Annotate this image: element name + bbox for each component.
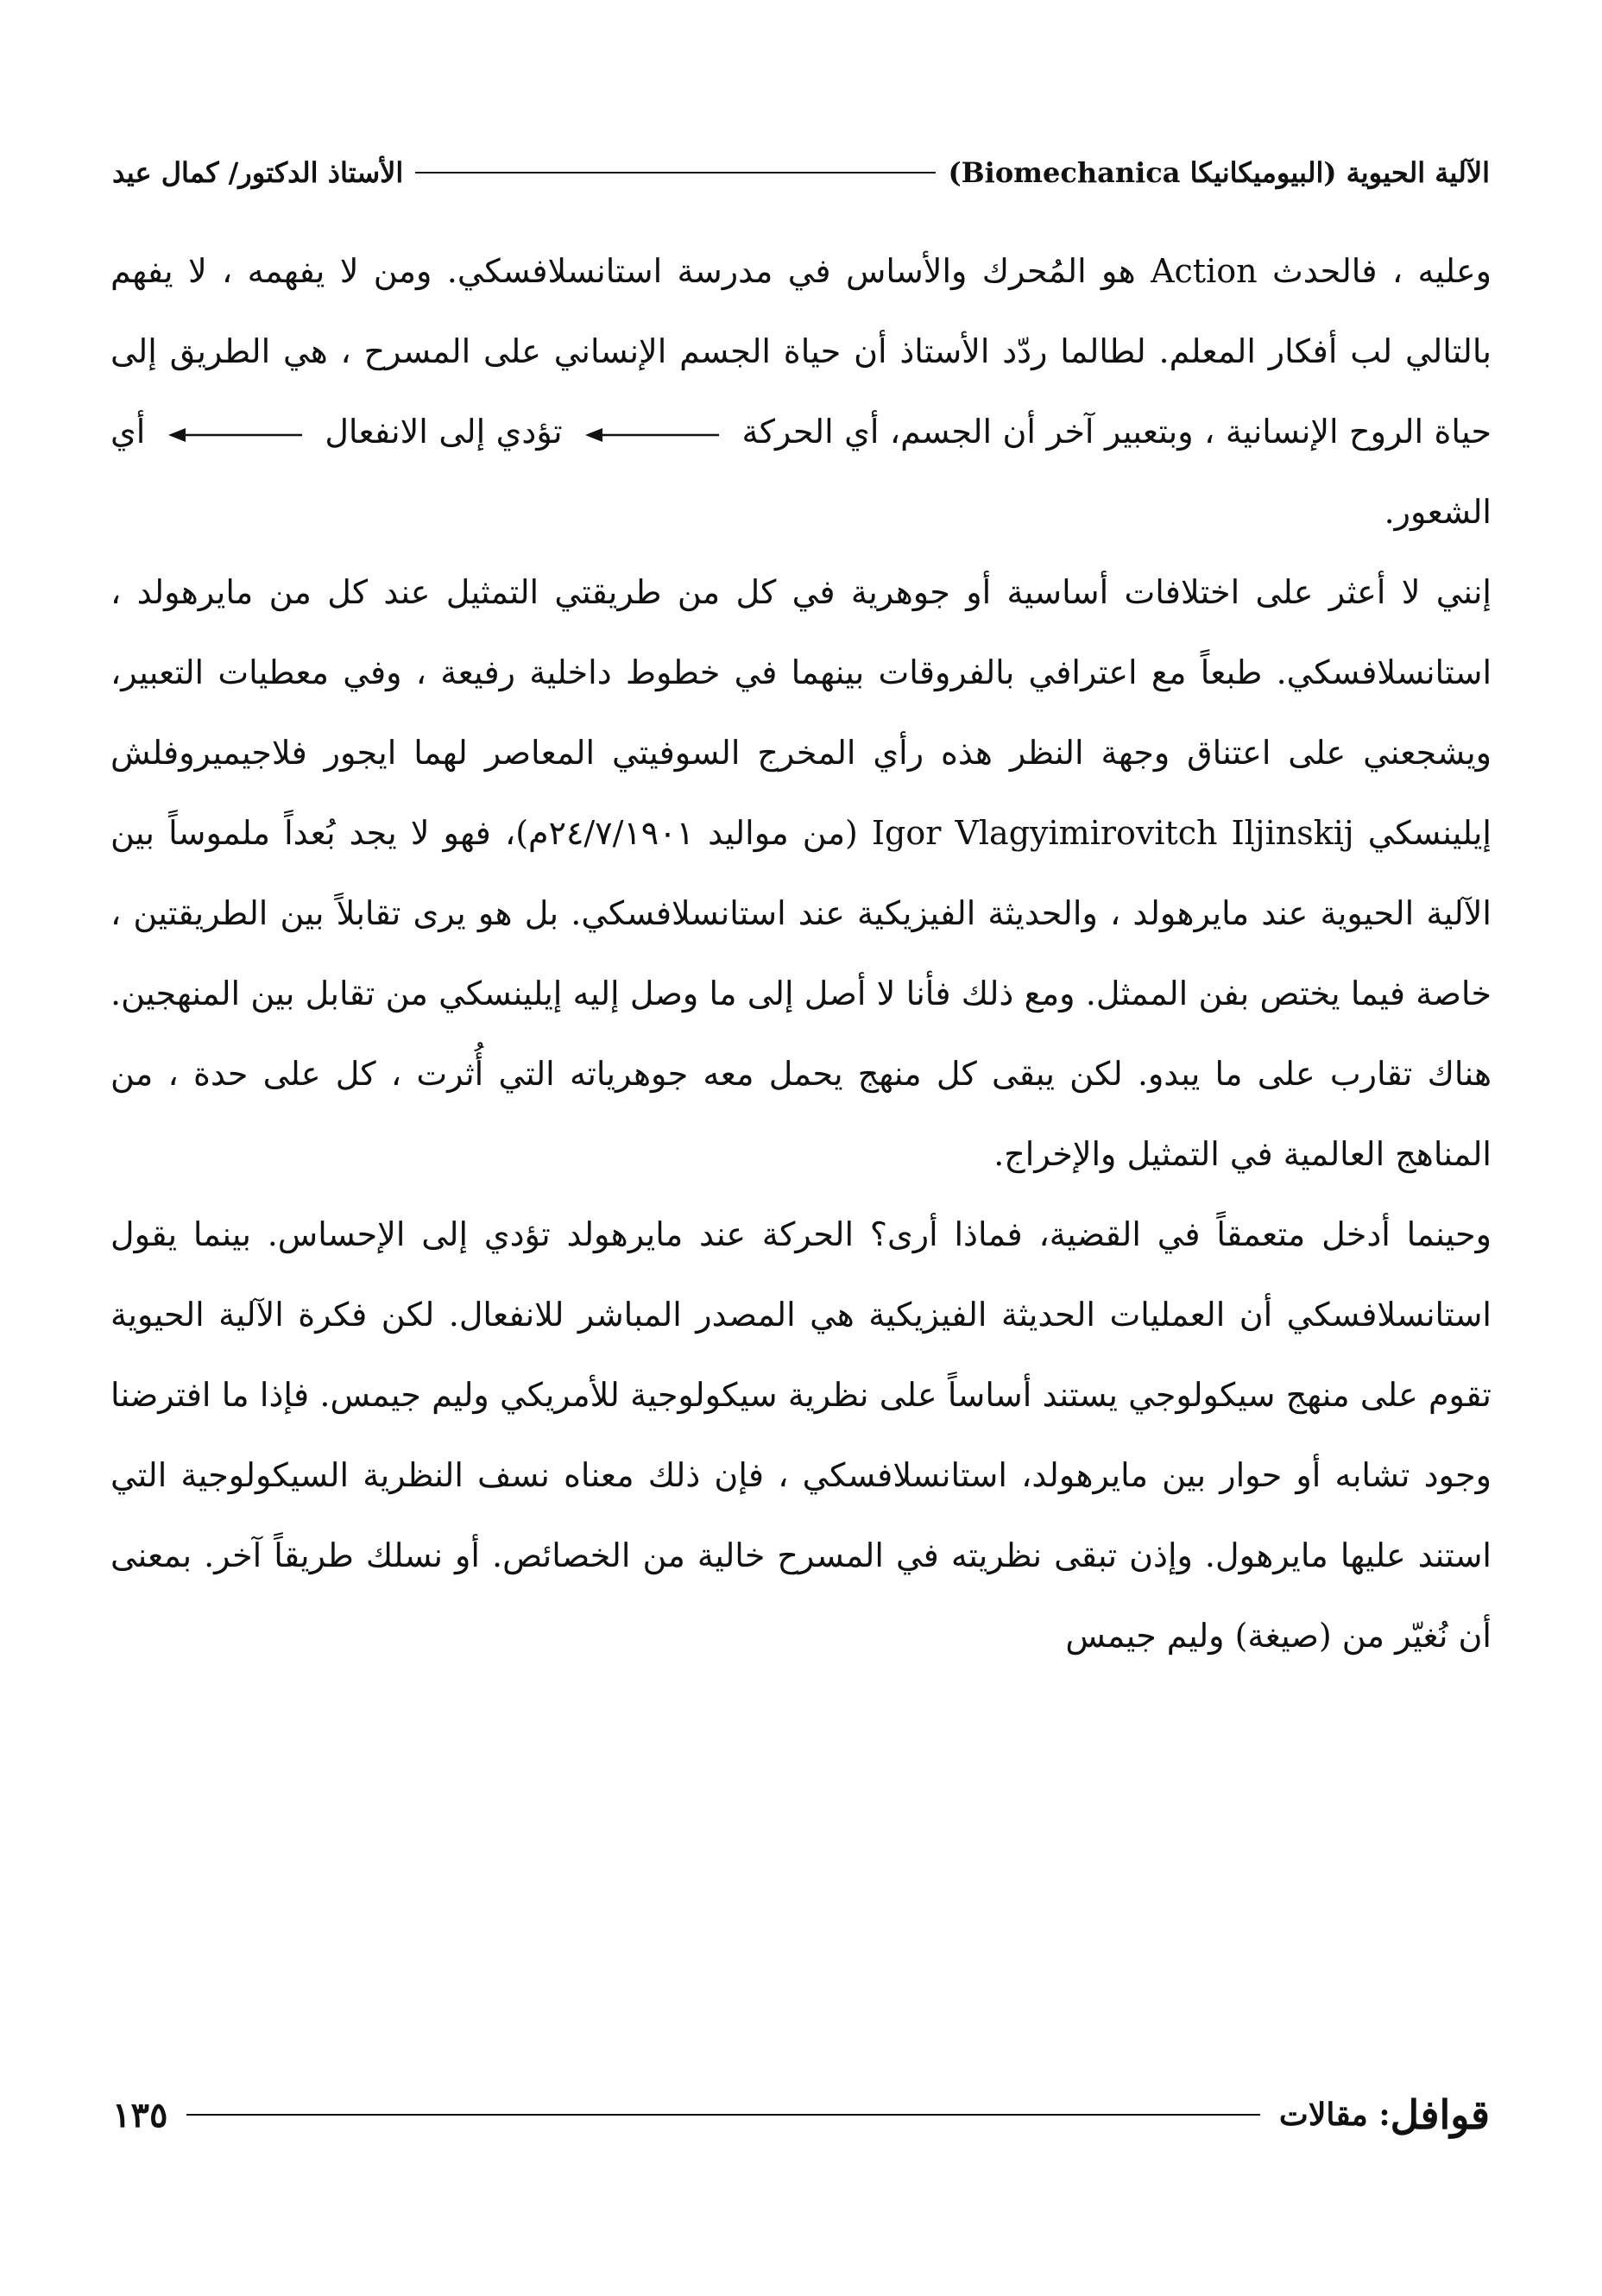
section-name: : مقالات <box>1278 2097 1391 2133</box>
paragraph-2: إنني لا أعثر على اختلافات أساسية أو جوهرية في كل من طريقتي التمثيل عند كل من مايرهولد ، استانسلافسكي. طبعاً مع اعترافي بالفروقات بينهما في خطوط داخلية رفيعة ، وفي معطيات التعبير، ويشجعني على اعتناق وجهة النظر هذه رأي المخرج السوفيتي المعاصر لهما ايجور فلاجيميروفلش إيلينسكي Igor Vlagyimirovitch Iljinskij (من مواليد ٢٤/٧/١٩٠١م)، فهو لا يجد بُعداً ملموساً بين الآلية الحيوية عند مايرهولد ، والحديثة الفيزيكية عند استانسلافسكي. بل هو يرى تقابلاً بين الطريقتين ، خاصة فيما يختص بفن الممثل. ومع ذلك فأنا لا أصل إلى ما وصل إليه إيلينسكي من تقابل بين المنهجين. هناك تقارب على ما يبدو. لكن يبقى كل منهج يحمل معه جوهرياته التي أُثرت ، كل على حدة ، من المناهج العالمية في التمثيل والإخراج. <box>110 573 1492 1173</box>
paragraph-1 <box>110 231 1492 552</box>
paragraph-1-start: وعليه ، فالحدث Action هو المُحرك والأساس في مدرسة استانسلافسكي. ومن لا يفهمه ، لا يفهم بالتالي لب أفكار المعلم. لطالما ردّد الأستاذ أن حياة الجسم الإنساني على المسرح ، هي الطريق إلى حياة الروح الإنسانية ، وبتعبير آخر أن الجسم، أي الحركة <box>110 252 1492 451</box>
arrow-left-icon <box>585 426 719 444</box>
page-footer <box>112 2080 1490 2149</box>
footer-rule <box>186 2114 1259 2116</box>
header-author: الأستاذ الدكتور/ كمال عيد <box>112 156 404 189</box>
arrow-left-icon <box>168 426 302 444</box>
header-right-title: الآلية الحيوية (البيوميكانيكا Biomechanica) <box>948 156 1490 189</box>
header-rule <box>415 172 936 173</box>
paragraph-3: وحينما أدخل متعمقاً في القضية، فماذا أرى؟ الحركة عند مايرهولد تؤدي إلى الإحساس. بينما يقول استانسلافسكي أن العمليات الحديثة الفيزيكية هي المصدر المباشر للانفعال. لكن فكرة الآلية الحيوية تقوم على منهج سيكولوجي يستند أساساً على نظرية سيكولوجية للأمريكي وليم جيمس. فإذا ما افترضنا وجود تشابه أو حوار بين مايرهولد، استانسلافسكي ، فإن ذلك معناه نسف النظرية السيكولوجية التي استند عليها مايرهول. وإذن تبقى نظريته في المسرح خالية من الخصائص. أو نسلك طريقاً آخر. بمعنى أن نُغيّر من (صيغة) وليم جيمس <box>110 1215 1492 1655</box>
article-body <box>110 231 1492 1676</box>
journal-name: قوافل <box>1390 2091 1490 2138</box>
running-header <box>112 147 1490 199</box>
paragraph-1-middle: تؤدي إلى الانفعال <box>325 413 563 451</box>
page-number: ١٣٥ <box>112 2094 168 2135</box>
paragraph-1-end: أي الشعور. <box>110 413 1492 531</box>
